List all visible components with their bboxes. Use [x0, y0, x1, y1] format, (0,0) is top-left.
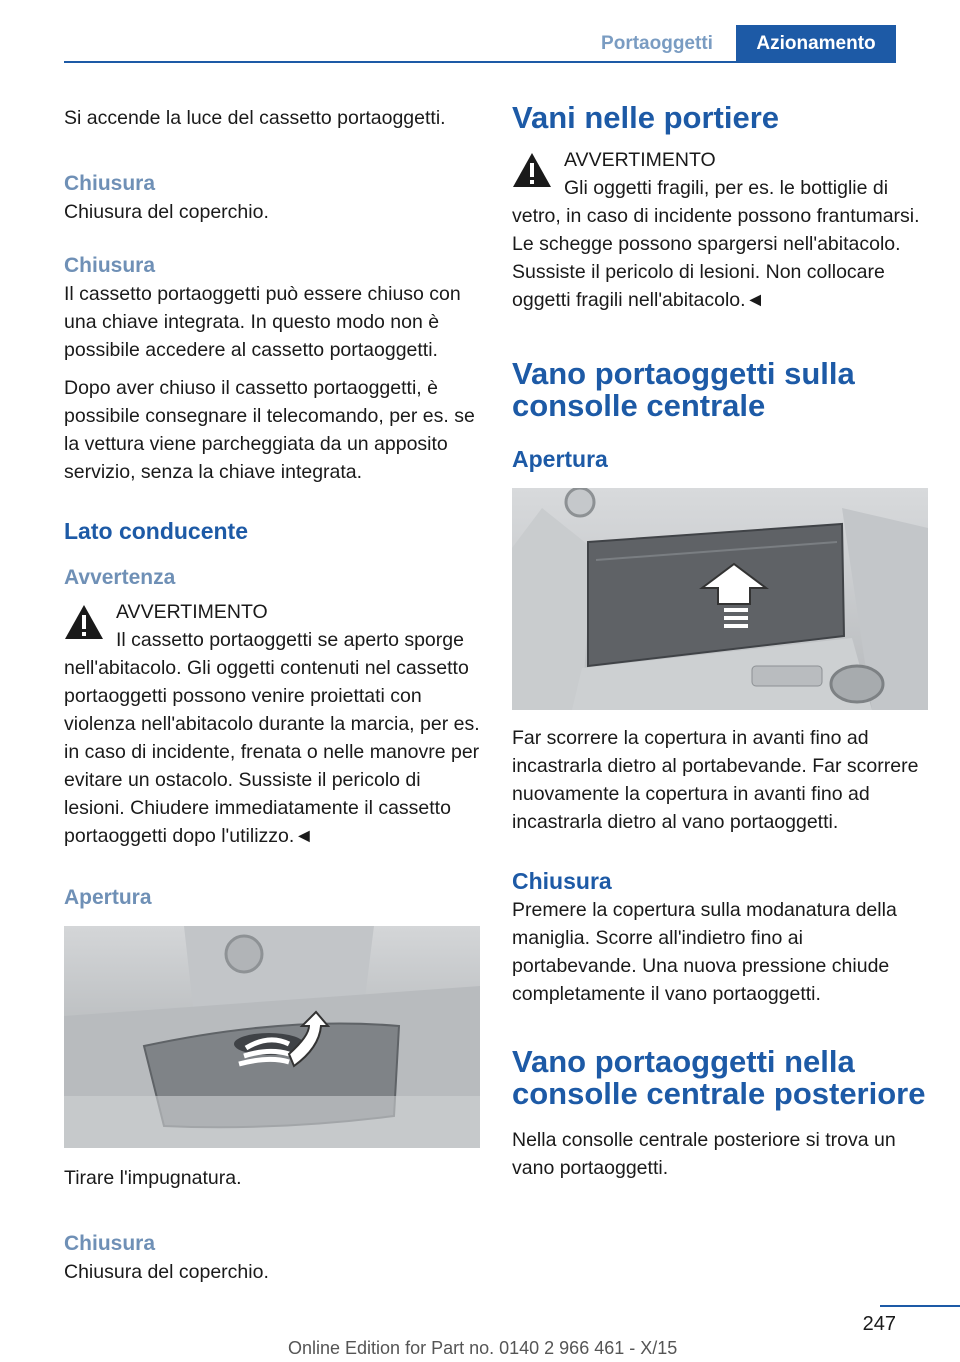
chiusura-1-text: Chiusura del coperchio.: [64, 201, 269, 223]
left-column: [64, 104, 484, 1286]
header-chapter-tab: Azionamento: [736, 25, 896, 62]
warning-body-doors: Gli oggetti fragili, per es. le bottiglie di vetro, in caso di incidente possono frantumarsi. Le schegge possono spargersi nell'abitacolo. Sussiste il pericolo di lesioni. Non collocare oggetti fragili nell'abitacolo.◄: [512, 177, 920, 311]
chiusura-2b-text: Dopo aver chiuso il cassetto portaoggetti, è possibile consegnare il telecomando, per es. se la vettura viene parcheggiata da un apposito servizio, senza la chiave integrata.: [64, 377, 475, 483]
glovebox-illustration: [64, 926, 480, 1148]
chiusura-2a-text: Il cassetto portaoggetti può essere chiuso con una chiave integrata. In questo modo non è possibile accedere al cassetto portaoggetti.: [64, 283, 461, 361]
intro-text: Si accende la luce del cassetto portaoggetti.: [64, 107, 446, 129]
console-illustration: [512, 488, 928, 710]
heading-chiusura-3: Chiusura: [64, 1232, 156, 1255]
warning-block-doors: [512, 146, 932, 314]
heading-chiusura-2: Chiusura: [64, 254, 156, 277]
heading-chiusura-1: Chiusura: [64, 172, 156, 195]
warning-title: AVVERTIMENTO: [116, 601, 268, 623]
heading-consolle-posteriore: Vano portaoggetti nella consolle centrale posteriore: [512, 1044, 926, 1111]
heading-apertura: Apertura: [64, 886, 152, 909]
heading-consolle-centrale: Vano portaoggetti sulla consolle centrale: [512, 356, 855, 423]
warning-title-doors: AVVERTIMENTO: [564, 149, 716, 171]
apertura-consolle-text: Far scorrere la copertura in avanti fino ad incastrarla dietro al portabevande. Far scorrere nuovamente la copertura in avanti fino ad incastrarla dietro al vano portaoggetti.: [512, 727, 919, 833]
heading-chiusura-consolle: Chiusura: [512, 868, 612, 894]
warning-block: [64, 598, 484, 850]
chiusura-3-text: Chiusura del coperchio.: [64, 1261, 269, 1283]
heading-apertura-consolle: Apertura: [512, 446, 608, 472]
heading-vani-portiere: Vani nelle portiere: [512, 100, 780, 135]
heading-lato-conducente: Lato conducente: [64, 518, 249, 544]
edition-note: Online Edition for Part no. 0140 2 966 461 - X/15: [288, 1338, 678, 1358]
footer-rule: [880, 1305, 960, 1307]
header-section-tab: Portaoggetti: [601, 32, 713, 54]
page-number: 247: [862, 1313, 896, 1335]
posteriore-text: Nella consolle centrale posteriore si trova un vano portaoggetti.: [512, 1129, 896, 1179]
heading-avvertenza: Avvertenza: [64, 566, 176, 589]
warning-icon: [512, 152, 552, 188]
warning-icon: [64, 604, 104, 640]
apertura-text: Tirare l'impugnatura.: [64, 1167, 242, 1189]
header-rule: [64, 61, 896, 63]
chiusura-consolle-text: Premere la copertura sulla modanatura della maniglia. Scorre all'indietro fino ai portabevande. Una nuova pressione chiude completamente il vano portaoggetti.: [512, 899, 897, 1005]
warning-body: Il cassetto portaoggetti se aperto sporge nell'abitacolo. Gli oggetti contenuti nel cassetto portaoggetti possono venire proiettati con violenza nell'abitacolo durante la marcia, per es. in caso di incidente, frenata o nelle manovre per evitare un ostacolo. Sussiste il pericolo di lesioni. Chiudere immediatamente il cassetto portaoggetti dopo l'utilizzo.◄: [64, 629, 480, 847]
right-column: [512, 102, 932, 1182]
